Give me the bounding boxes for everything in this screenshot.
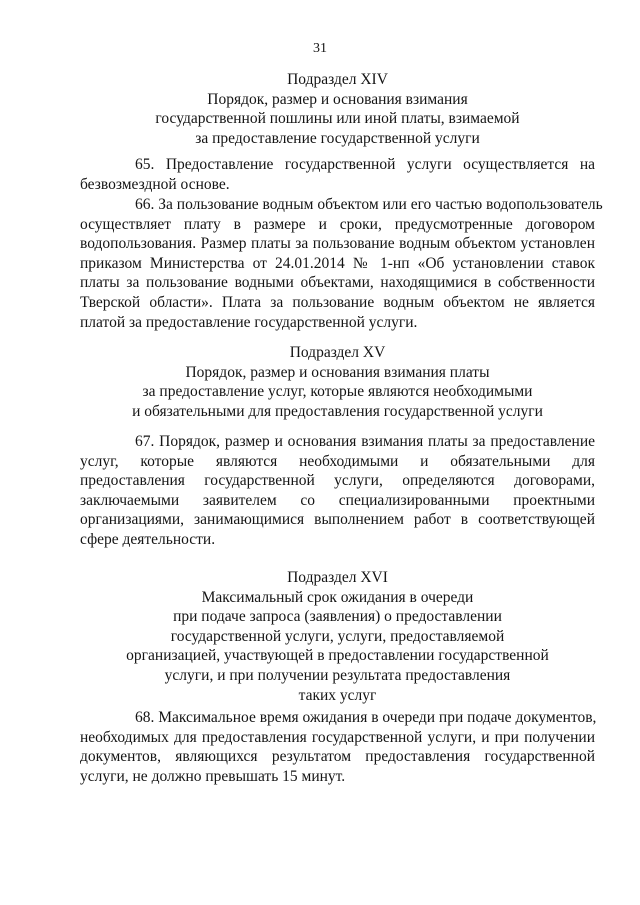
- heading-line: за предоставление государственной услуги: [195, 129, 480, 147]
- heading-line: услуги, и при получении результата предоставления: [164, 666, 511, 684]
- paragraph-line: необходимых для предоставления государственной услуги, и при получении: [80, 728, 595, 746]
- page-number: 31: [313, 41, 327, 56]
- heading-line: государственной услуги, услуги, предоставляемой: [170, 627, 505, 645]
- paragraph-line: документов, являющихся результатом предоставления государственной: [80, 748, 595, 766]
- paragraph-line: 68. Максимальное время ожидания в очереди при подаче документов,: [135, 709, 597, 726]
- heading-line: при подаче запроса (заявления) о предоставлении: [173, 608, 502, 626]
- section-xiv: [80, 70, 595, 148]
- heading-line: государственной пошлины или иной платы, взимаемой: [155, 110, 520, 128]
- heading-line: Порядок, размер и основания взимания: [207, 90, 468, 108]
- paragraph-line: 65. Предоставление государственной услуги осуществляется на: [135, 156, 595, 173]
- paragraph-line: услуги, не должно превышать 15 минут.: [80, 767, 346, 785]
- paragraph-line: сфере деятельности.: [80, 530, 216, 548]
- paragraph-65: [80, 155, 595, 194]
- section-title: Подраздел XIV: [287, 71, 388, 88]
- section-title: Подраздел XV: [289, 344, 386, 361]
- paragraph-line: водопользования. Размер платы за пользование водным объектом установлен: [80, 235, 595, 253]
- section-heading: [80, 343, 595, 421]
- paragraph-line: платы за пользование водными объектами, находящимися в собственности: [80, 274, 595, 292]
- heading-line: и обязательными для предоставления государственной услуги: [132, 402, 543, 420]
- paragraph-line: платой за предоставление государственной услуги.: [80, 313, 418, 331]
- paragraph-line: заключаемыми заявителем со специализированными проектными: [80, 491, 595, 509]
- heading-line: Порядок, размер и основания взимания платы: [185, 363, 490, 381]
- section-heading: [80, 568, 595, 705]
- heading-line: организацией, участвующей в предоставлении государственной: [126, 647, 549, 665]
- paragraph-68: [80, 708, 595, 786]
- paragraph-line: осуществляет плату в размере и сроки, предусмотренные договором: [80, 215, 595, 233]
- paragraph-line: услуг, которые являются необходимыми и обязательными для: [80, 452, 595, 470]
- paragraph-66: [80, 195, 603, 332]
- paragraph-line: приказом Министерства от 24.01.2014 № 1-нп «Об установлении ставок: [80, 254, 595, 272]
- section-xv: [80, 343, 595, 421]
- heading-line: за предоставление услуг, которые являются необходимыми: [142, 383, 533, 401]
- paragraph-67: [80, 432, 595, 550]
- section-xvi: [80, 568, 595, 705]
- heading-line: таких услуг: [298, 686, 377, 704]
- paragraph-line: организациями, занимающимися выполнением работ в соответствующей: [80, 511, 595, 529]
- paragraph-line: Тверской области». Плата за пользование водным объектом не является: [80, 293, 595, 311]
- paragraph-line: безвозмездной основе.: [80, 175, 230, 193]
- paragraph-line: предоставления государственной услуги, определяются договорами,: [80, 472, 595, 490]
- paragraph-line: 66. За пользование водным объектом или его частью водопользователь: [135, 196, 603, 213]
- section-title: Подраздел XVI: [287, 569, 388, 586]
- section-heading: [80, 70, 595, 148]
- paragraph-line: 67. Порядок, размер и основания взимания платы за предоставление: [135, 433, 595, 450]
- heading-line: Максимальный срок ожидания в очереди: [201, 588, 474, 606]
